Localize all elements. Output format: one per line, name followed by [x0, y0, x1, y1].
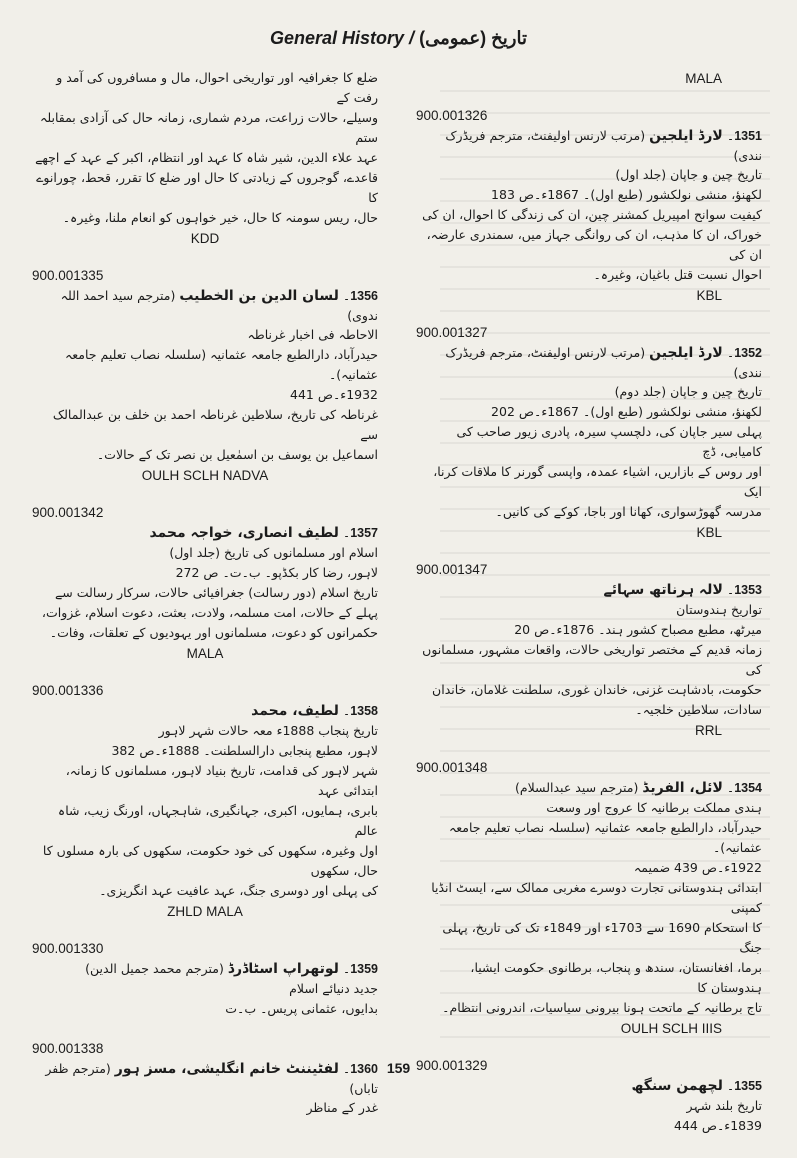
entry-text-line: مدرسہ گھوڑسواری، کھانا اور باجا، کوکے کی کانیں۔: [495, 504, 762, 519]
catalog-entry: [32, 941, 378, 1019]
entry-text-line: کی پہلی اور دوسری جنگ، عہد عافیت عہد انگریزی۔: [99, 883, 378, 898]
entry-number: 1357: [350, 526, 378, 540]
page-title: [0, 28, 797, 49]
entry-author: لارڈ ایلجین: [649, 128, 723, 144]
entry-author: لالہ ہرناتھ سہائے: [603, 582, 723, 598]
catalog-entry: [32, 683, 378, 919]
entry-text-line: تاریخ بلند شہر: [686, 1098, 762, 1113]
entry-text-line: تاریخ چین و جاپان (جلد اول): [615, 167, 762, 182]
library-code: MALA: [186, 646, 224, 661]
entry-text-line: لاہور، رضا کار بکڈپو۔ ب۔ت۔ ص 272: [175, 565, 378, 580]
entry-text-line: لاہور، مطبع پنجابی دارالسلطنت۔ 1888ء۔ص 382: [111, 743, 378, 758]
entry-text-line: تاج برطانیہ کے ماتحت ہونا بیرونی سیاسیات، اندرونی انتظام۔: [442, 1000, 762, 1015]
page-title-english: General History /: [270, 28, 415, 48]
entry-text-line: غرناطہ کی تاریخ، سلاطین غرناطہ احمد بن خلف بن عبدالمالک سے: [52, 407, 378, 442]
entry-text-line: میرٹھ، مطبع مصباح کشور ہند۔ 1876ء۔ص 20: [514, 622, 762, 637]
catalog-entry: [32, 68, 378, 246]
entry-heading: [32, 523, 378, 543]
entry-text-line: خوراک، ان کا مذہب، ان کی روانگی جہاز میں، سمندری عارضہ، ان کی: [426, 227, 762, 262]
entry-number: 1360: [350, 1062, 378, 1076]
entry-text-line: 1932ء۔ص 441: [290, 387, 378, 402]
entry-number: 1354: [734, 781, 762, 795]
call-number: 900.001338: [32, 1041, 104, 1056]
entry-number-separator: ۔: [722, 780, 735, 795]
library-code: OULH SCLH NADVA: [141, 468, 269, 483]
entry-translator: (مرتب لارنس اولیفنٹ، مترجم فریڈرک نندی): [445, 128, 762, 163]
entry-heading: [32, 701, 378, 721]
entry-translator: (مترجم محمد جمیل الدین): [85, 961, 224, 976]
entry-translator: (مترجم ظفر تاباں): [45, 1061, 378, 1096]
library-code: KBL: [696, 288, 722, 303]
entry-number: 1359: [350, 962, 378, 976]
entry-text-line: الاحاطہ فی اخبار غرناطہ: [247, 327, 378, 342]
entry-text-line: بابری، ہمایوں، اکبری، جہانگیری، شاہجہاں، اورنگ زیب، شاہ عالم: [57, 803, 378, 838]
entry-text-line: ابتدائی ہندوستانی تجارت دوسرے مغربی ممالک سے، ایسٹ انڈیا کمپنی: [431, 880, 762, 915]
entry-translator: (مترجم سید احمد اللہ ندوی): [60, 288, 378, 323]
page-title-urdu: تاریخ (عمومی): [419, 28, 527, 48]
call-number: 900.001348: [416, 760, 488, 775]
entry-author: لسان الدین بن الخطیب: [179, 288, 339, 304]
entry-text-line: 1922ء۔ص 439 ضمیمہ: [633, 860, 762, 875]
call-number: 900.001347: [416, 562, 488, 577]
entry-number: 1355: [734, 1079, 762, 1093]
right-column: [416, 68, 762, 1158]
entry-heading: [416, 580, 762, 600]
entry-text-line: اور روس کے بازاریں، اشیاء عمدہ، واپسی گورنر کا ملاقات کرنا، ایک: [433, 464, 762, 499]
entry-heading: [416, 126, 762, 165]
entry-text-line: جدید دنیائے اسلام: [289, 981, 378, 996]
entry-author: لوتھراپ اسٹاڈرڈ: [227, 961, 339, 977]
entry-text-line: ضلع کا جغرافیہ اور تواریخی احوال، مال و مسافروں کی آمد و رفت کے: [56, 70, 378, 105]
entry-text-line: تواریخ ہندوستان: [676, 602, 762, 617]
catalog-entry: [416, 71, 762, 86]
entry-text-line: تاریخ پنجاب 1888ء معہ حالات شہر لاہور: [158, 723, 378, 738]
entry-number-separator: ۔: [338, 1061, 351, 1076]
entry-text-line: وسیلے، حالات زراعت، مردم شماری، زمانہ حال کی آزادی بمقابلہ ستم: [40, 110, 378, 145]
entry-number-separator: ۔: [722, 128, 735, 143]
call-number: 900.001336: [32, 683, 104, 698]
library-code: KBL: [696, 525, 722, 540]
entry-text-line: کیفیت سوانح امپیریل کمشنر چین، ان کی زندگی کا احوال، ان کی: [422, 207, 762, 222]
entry-author: لائل، الفریڈ: [642, 780, 723, 796]
entry-heading: [416, 778, 762, 798]
entry-text-line: 1839ء۔ص 444: [674, 1118, 762, 1133]
entry-text-line: حیدرآباد، دارالطبع جامعہ عثمانیہ (سلسلہ نصاب تعلیم جامعہ عثمانیہ)۔: [448, 820, 762, 855]
call-number: 900.001327: [416, 325, 488, 340]
left-column: [32, 68, 378, 1140]
entry-text-line: احوال نسبت قتل باغیان، وغیرہ۔: [593, 267, 762, 282]
entry-text-line: بدایوں، عثمانی پریس۔ ب۔ت: [225, 1001, 378, 1016]
entry-text-line: شہر لاہور کی قدامت، تاریخ بنیاد لاہور، مسلمانوں کا زمانہ، ابتدائی عہد: [65, 763, 378, 798]
entry-number: 1353: [734, 583, 762, 597]
entry-text-line: پہلے کے حالات، امت مسلمہ، ولادت، بعثت، دعوت اسلام، غزوات،: [41, 605, 378, 620]
entry-number-separator: ۔: [722, 345, 735, 360]
entry-text-line: تاریخ چین و جاپان (جلد دوم): [614, 384, 762, 399]
entry-number-separator: ۔: [338, 525, 351, 540]
catalog-entry: [32, 268, 378, 483]
entry-number: 1358: [350, 704, 378, 718]
library-code: OULH SCLH IIIS: [620, 1021, 722, 1036]
entry-number-separator: ۔: [338, 703, 351, 718]
call-number: 900.001335: [32, 268, 104, 283]
entry-text-line: حیدرآباد، دارالطبع جامعہ عثمانیہ (سلسلہ نصاب تعلیم جامعہ عثمانیہ)۔: [64, 347, 378, 382]
entry-author: لچھمن سنگھ: [631, 1078, 723, 1094]
library-code: KDD: [190, 231, 220, 246]
entry-text-line: کا استحکام 1690 سے 1703ء اور 1849ء تک کی تاریخ، پہلی جنگ: [442, 920, 762, 955]
entry-author: لطیف، محمد: [251, 703, 339, 719]
library-code: RRL: [694, 723, 722, 738]
entry-number: 1351: [734, 129, 762, 143]
entry-text-line: حکمرانوں کو دعوت، مسلمانوں اور یہودیوں کے تعلقات، وفات۔: [49, 625, 378, 640]
catalog-entry: [416, 760, 762, 1036]
entry-text-line: قاعدے، گوجروں کے زیادتی کا حال اور ضلع کا تقرر، قحط، چورانوے کا: [36, 170, 378, 205]
entry-heading: [32, 286, 378, 325]
entry-text-line: برما، افغانستان، سندھ و پنجاب، برطانوی حکومت ایشیا، ہندوستان کا: [470, 960, 762, 995]
entry-author: لارڈ ایلجین: [649, 345, 723, 361]
entry-text-line: پہلی سیر جاپان کی، دلچسپ سیرہ، پادری زیور صاحب کی کامیابی، ڈچ: [456, 424, 762, 459]
entry-text-line: غدر کے مناظر: [306, 1100, 378, 1115]
entry-number: 1352: [734, 346, 762, 360]
entry-text-line: اسماعیل بن یوسف بن اسمٰعیل بن نصر تک کے حالات۔: [96, 447, 378, 462]
call-number: 900.001326: [416, 108, 488, 123]
entry-translator: (مرتب لارنس اولیفنٹ، مترجم فریڈرک نندی): [445, 345, 762, 380]
entry-text-line: سادات، سلاطین خلجیہ۔: [635, 702, 762, 717]
entry-number: 1356: [350, 289, 378, 303]
catalog-entry: [416, 108, 762, 303]
call-number: 900.001329: [416, 1058, 488, 1073]
call-number: 900.001330: [32, 941, 104, 956]
entry-text-line: لکھنؤ، منشی نولکشور (طبع اول)۔ 1867ء۔ص 202: [491, 404, 762, 419]
catalog-entry: [416, 325, 762, 540]
catalog-entry: [416, 562, 762, 738]
entry-heading: [416, 343, 762, 382]
entry-text-line: تاریخ اسلام (دور رسالت) جغرافیائی حالات، سرکار رسالت سے: [54, 585, 378, 600]
entry-heading: [32, 959, 378, 979]
entry-number-separator: ۔: [722, 582, 735, 597]
entry-number-separator: ۔: [338, 961, 351, 976]
call-number: 900.001342: [32, 505, 104, 520]
library-code: ZHLD MALA: [167, 904, 243, 919]
page-number: 159: [386, 1060, 411, 1076]
entry-translator: (مترجم سید عبدالسلام): [514, 780, 639, 795]
catalog-entry: [32, 505, 378, 661]
library-code: MALA: [685, 71, 722, 86]
entry-text-line: حکومت، بادشاہت غزنی، خاندان غوری، سلطنت غلامان، خاندان: [432, 682, 762, 697]
entry-text-line: عہد علاء الدین، شیر شاہ کا عہد اور انتظام، اکبر کے عہد کے اچھے: [35, 150, 378, 165]
entry-number-separator: ۔: [722, 1078, 735, 1093]
entry-author: لطیف انصاری، خواجہ محمد: [149, 525, 339, 541]
entry-author: لفٹیننٹ خانم انگلیشی، مسز ہور: [114, 1061, 339, 1077]
entry-heading: [416, 1076, 762, 1096]
entry-text-line: لکھنؤ، منشی نولکشور (طبع اول)۔ 1867ء۔ص 183: [491, 187, 762, 202]
entry-text-line: حال، ریس سومنہ کا حال، خیر خواہوں کو انعام ملنا، وغیرہ۔: [62, 210, 378, 225]
entry-text-line: اول وغیرہ، سکھوں کی خود حکومت، سکھوں کی بارہ مسلوں کا حال، سکھوں: [42, 843, 378, 878]
entry-text-line: زمانہ قدیم کے مختصر تواریخی حالات، واقعات مشہور، مسلمانوں کی: [422, 642, 762, 677]
entry-text-line: ہندی مملکت برطانیہ کا عروج اور وسعت: [546, 800, 762, 815]
entry-text-line: اسلام اور مسلمانوں کی تاریخ (جلد اول): [169, 545, 378, 560]
entry-number-separator: ۔: [338, 288, 351, 303]
